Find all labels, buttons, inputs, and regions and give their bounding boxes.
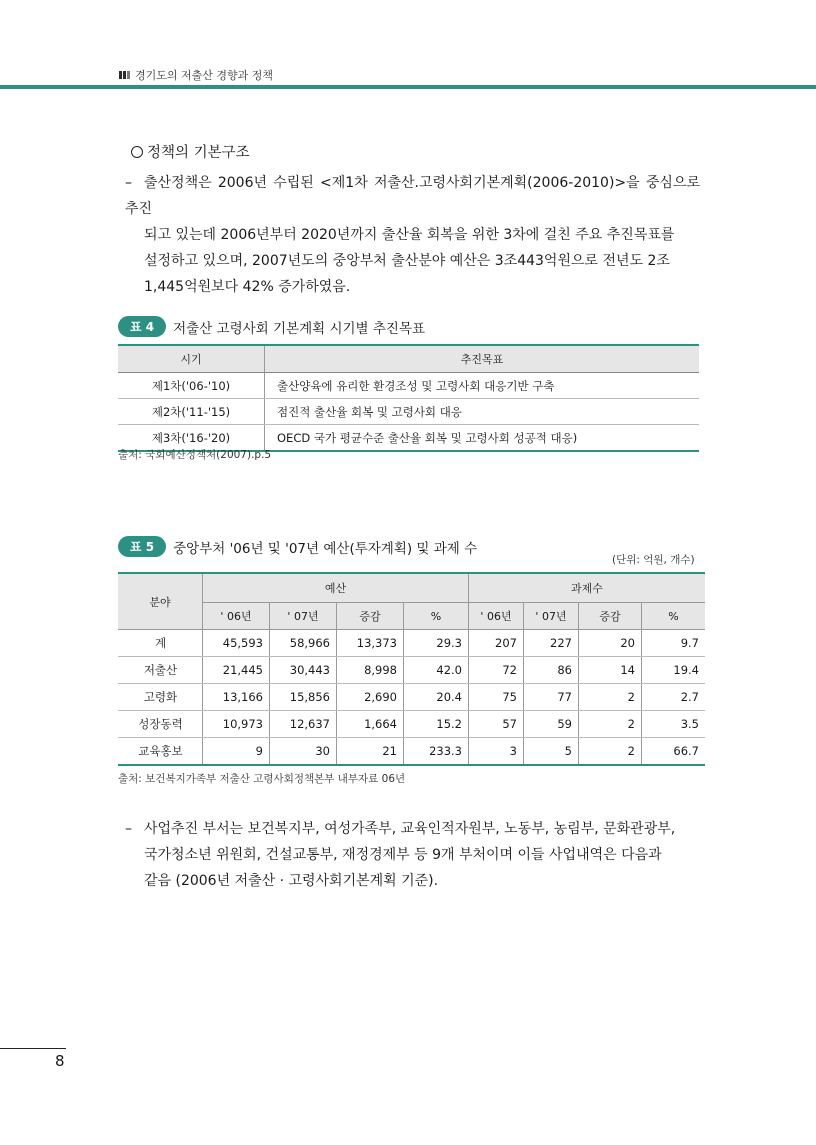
footer-divider	[0, 1048, 66, 1049]
table-cell: OECD 국가 평균수준 출산율 회복 및 고령사회 성공적 대응)	[277, 430, 578, 445]
dash-bullet: –	[125, 821, 132, 837]
table-cell: 3.5	[642, 711, 706, 738]
table4-title: 저출산 고령사회 기본계획 시기별 추진목표	[173, 320, 426, 337]
table-cell: 42.0	[404, 657, 469, 684]
table-cell: 3	[469, 738, 524, 766]
table-cell: 72	[469, 657, 524, 684]
header-bars-icon	[119, 71, 130, 79]
column-header: 시기	[118, 345, 265, 373]
table-cell: 12,637	[270, 711, 337, 738]
column-subheader: %	[404, 603, 469, 630]
table-cell: 고령화	[118, 684, 203, 711]
column-subheader: 증감	[579, 603, 642, 630]
table5-badge: 표 5	[118, 536, 166, 557]
table-cell: 출산양육에 유리한 환경조성 및 고령사회 대응기반 구축	[265, 373, 700, 399]
table-cell: 5	[524, 738, 579, 766]
table-header-row	[118, 345, 699, 373]
table-cell: 86	[524, 657, 579, 684]
table-cell: 2	[579, 711, 642, 738]
table-cell: 제3차('16-'20)	[118, 425, 265, 452]
paragraph-line: 되고 있는데 2006년부터 2020년까지 출산율 회복을 위한 3차에 걸친 주요 추진목표를	[144, 227, 675, 243]
table-cell: 57	[469, 711, 524, 738]
table-cell: 19.4	[642, 657, 706, 684]
table-row	[118, 657, 705, 684]
running-header	[119, 67, 273, 83]
paragraph-text: 출산정책은 2006년 수립된 <제1차 저출산.고령사회기본계획(2006-2010)>을 중심으로 추진	[125, 175, 700, 217]
section-title: 정책의 기본구조	[147, 145, 250, 161]
paragraph-line	[125, 170, 700, 222]
table-subheader-row	[118, 603, 705, 630]
page-number: 8	[55, 1052, 65, 1070]
table5-unit: (단위: 억원, 개수)	[612, 554, 695, 566]
header-title: 경기도의 저출산 경향과 정책	[135, 69, 274, 82]
table-cell: 13,373	[337, 630, 404, 657]
paragraph-line: 같음 (2006년 저출산 · 고령사회기본계획 기준).	[144, 873, 439, 889]
table5	[118, 572, 705, 766]
table-cell: 1,664	[337, 711, 404, 738]
table-cell: 2	[579, 738, 642, 766]
table5-title: 중앙부처 '06년 및 '07년 예산(투자계획) 및 과제 수	[173, 540, 478, 557]
table-cell: 저출산	[118, 657, 203, 684]
table-cell: 77	[524, 684, 579, 711]
table-cell: 제1차('06-'10)	[118, 373, 265, 399]
table-cell: 233.3	[404, 738, 469, 766]
table-cell: 207	[469, 630, 524, 657]
table-cell: 성장동력	[118, 711, 203, 738]
paragraph-line: 설정하고 있으며, 2007년도의 중앙부처 출산분야 예산은 3조443억원으로 전년도 2조	[144, 253, 670, 269]
dash-bullet: –	[125, 175, 132, 191]
circle-bullet-icon	[131, 146, 143, 158]
table-row	[118, 711, 705, 738]
table-cell: 15.2	[404, 711, 469, 738]
paragraph-line: 국가청소년 위원회, 건설교통부, 재정경제부 등 9개 부처이며 이들 사업내역은 다음과	[144, 847, 662, 863]
paragraph-line	[125, 816, 700, 842]
column-subheader: %	[642, 603, 706, 630]
table-cell: 점진적 출산율 회복 및 고령사회 대응	[265, 399, 700, 425]
column-header-budget: 예산	[203, 573, 469, 603]
table-cell: 21,445	[203, 657, 270, 684]
section-heading	[131, 141, 250, 162]
table-row	[118, 399, 699, 425]
table4-caption	[118, 316, 425, 337]
table-cell: 30,443	[270, 657, 337, 684]
paragraph-departments	[125, 816, 700, 894]
table-cell: 29.3	[404, 630, 469, 657]
table-cell: 9.7	[642, 630, 706, 657]
column-header-tasks: 과제수	[469, 573, 706, 603]
table-row	[118, 630, 705, 657]
table4-source: 출처: 국회예산정책처(2007).p.5	[118, 449, 272, 461]
column-subheader: 증감	[337, 603, 404, 630]
column-subheader: ' 07년	[524, 603, 579, 630]
table-cell: 21	[337, 738, 404, 766]
table-cell: 15,856	[270, 684, 337, 711]
table-cell: 14	[579, 657, 642, 684]
table-cell: 59	[524, 711, 579, 738]
table-cell: 계	[118, 630, 203, 657]
table-cell: 66.7	[673, 744, 699, 758]
table-row	[118, 684, 705, 711]
table4-badge: 표 4	[118, 316, 166, 337]
column-subheader: ' 07년	[270, 603, 337, 630]
table-header-row	[118, 573, 705, 603]
table-cell: 13,166	[203, 684, 270, 711]
table-cell: 30	[270, 738, 337, 766]
column-header-field: 분야	[118, 573, 203, 630]
table-cell: 제2차('11-'15)	[118, 399, 265, 425]
table-cell: 227	[524, 630, 579, 657]
column-subheader: ' 06년	[203, 603, 270, 630]
table-cell: 2,690	[337, 684, 404, 711]
table5-caption	[118, 536, 477, 557]
table-cell: 2	[579, 684, 642, 711]
column-subheader: ' 06년	[469, 603, 524, 630]
table-cell: 2.7	[642, 684, 706, 711]
paragraph-line: 1,445억원보다 42% 증가하였음.	[144, 279, 351, 295]
header-divider	[0, 85, 816, 89]
paragraph-text: 사업추진 부서는 보건복지부, 여성가족부, 교육인적자원부, 노동부, 농림부, 문화관광부,	[144, 821, 676, 837]
table-cell: 58,966	[270, 630, 337, 657]
table-cell: 75	[469, 684, 524, 711]
column-header: 추진목표	[265, 345, 700, 373]
table-cell: 20	[579, 630, 642, 657]
table5-source: 출처: 보건복지가족부 저출산 고령사회정책본부 내부자료 06년	[118, 773, 406, 785]
table-cell: 9	[203, 738, 270, 766]
table-cell: 8,998	[337, 657, 404, 684]
table-row	[118, 373, 699, 399]
table-cell: 45,593	[203, 630, 270, 657]
table-row	[118, 738, 705, 766]
table-cell: 교육홍보	[118, 738, 203, 766]
table-cell: 10,973	[203, 711, 270, 738]
paragraph-funding	[125, 170, 700, 300]
table-cell: 20.4	[404, 684, 469, 711]
table4	[118, 344, 699, 452]
